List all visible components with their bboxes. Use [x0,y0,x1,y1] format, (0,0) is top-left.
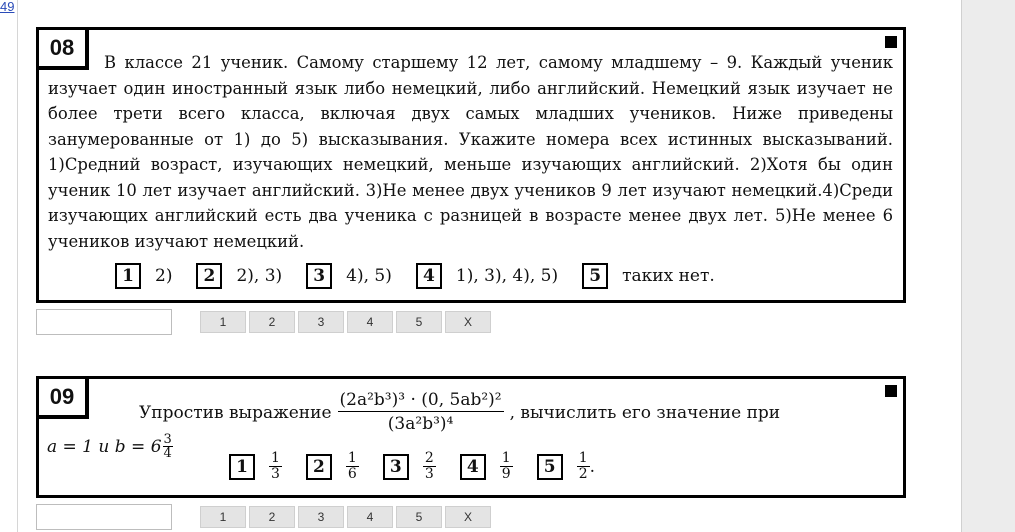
answer-label: 2 [196,263,222,289]
answer-den: 2 [578,466,588,482]
right-side-panel [961,0,1015,532]
task-expression-line [139,389,780,436]
answer-label: 5 [537,454,563,480]
answer-fraction [269,451,282,482]
expression-denominator: (3a²b³)⁴ [387,414,454,434]
answer-den: 6 [347,466,357,482]
answer-den: 3 [271,466,280,482]
answer-label: 1 [229,454,255,480]
answer-label: 3 [306,263,332,289]
answer-label: 1 [115,263,141,289]
task-08-card [36,27,906,303]
page-link[interactable]: 49 [0,0,15,14]
condition-fraction [163,433,173,460]
square-marker-icon [885,385,897,397]
answer-input[interactable] [36,309,172,335]
answer-den: 9 [501,466,511,482]
answer-num: 1 [347,450,357,466]
expression-fraction [338,389,504,436]
option-button-5[interactable]: 5 [396,311,442,333]
option-button-5[interactable]: 5 [396,506,442,528]
task-08-answer-row [36,309,494,335]
task-09-answer-row [36,504,494,530]
answer-input[interactable] [36,504,172,530]
answer-label: 5 [582,263,608,289]
option-button-2[interactable]: 2 [249,311,295,333]
answer-fraction [577,451,590,482]
condition-text: a = 1 и b = 6 [47,436,162,457]
answer-label: 3 [383,454,409,480]
option-button-3[interactable]: 3 [298,311,344,333]
answer-text: 1), 3), 4), 5) [455,266,559,286]
answer-num: 2 [424,450,434,466]
answer-label: 4 [460,454,486,480]
answer-text: 4), 5) [346,266,392,286]
task-09-card [36,376,906,498]
answer-num: 1 [501,450,511,466]
option-button-4[interactable]: 4 [347,506,393,528]
left-divider [17,0,18,532]
option-button-2[interactable]: 2 [249,506,295,528]
answer-num: 1 [578,450,588,466]
answer-num: 1 [271,450,280,466]
answer-text: таких нет. [622,266,715,286]
task-suffix: , вычислить его значение при [509,402,781,423]
answer-label: 2 [306,454,332,480]
answer-choices [115,263,739,289]
square-marker-icon [885,36,897,48]
task-text: В классе 21 ученик. Самому старшему 12 лет, самому младшему – 9. Каждый ученик изучает один иностранный язык либо немецкий, либо английский. Немецкий язык изучает не более трети всего класса, включая двух самых младших учеников. Ниже приведены занумерованные от 1) до 5) высказывания. Укажите номера всех истинных высказываний. 1)Средний возраст, изучающих немецкий, меньше изучающих английский. 2)Хотя бы один ученик 10 лет изучает английский. 3)Не менее двух учеников 9 лет изучают немецкий.4)Среди изучающих английский есть два ученика с разницей в возрасте менее двух лет. 5)Не менее 6 учеников изучают немецкий. [48,53,893,251]
option-button-1[interactable]: 1 [200,311,246,333]
option-button-4[interactable]: 4 [347,311,393,333]
expression-numerator: (2a²b³)³ · (0, 5ab²)² [339,390,502,410]
answer-label: 4 [416,263,442,289]
answer-text: 2) [155,266,173,286]
option-button-clear[interactable]: X [445,506,491,528]
task-prefix: Упростив выражение [139,402,332,423]
condition-fraction-num: 3 [163,432,172,447]
task-number: 08 [39,30,89,70]
option-button-clear[interactable]: X [445,311,491,333]
answer-fraction-wrap [577,451,595,482]
answer-text: 2), 3) [236,266,283,286]
task-condition [47,433,173,460]
task-number: 09 [39,379,89,419]
condition-fraction-den: 4 [163,446,172,461]
answer-fraction [423,451,436,482]
answer-tail: . [589,456,596,477]
option-button-3[interactable]: 3 [298,506,344,528]
option-button-1[interactable]: 1 [200,506,246,528]
answer-fraction [500,451,513,482]
answer-fraction [346,451,359,482]
answer-choices [229,451,619,482]
answer-den: 3 [424,466,434,482]
